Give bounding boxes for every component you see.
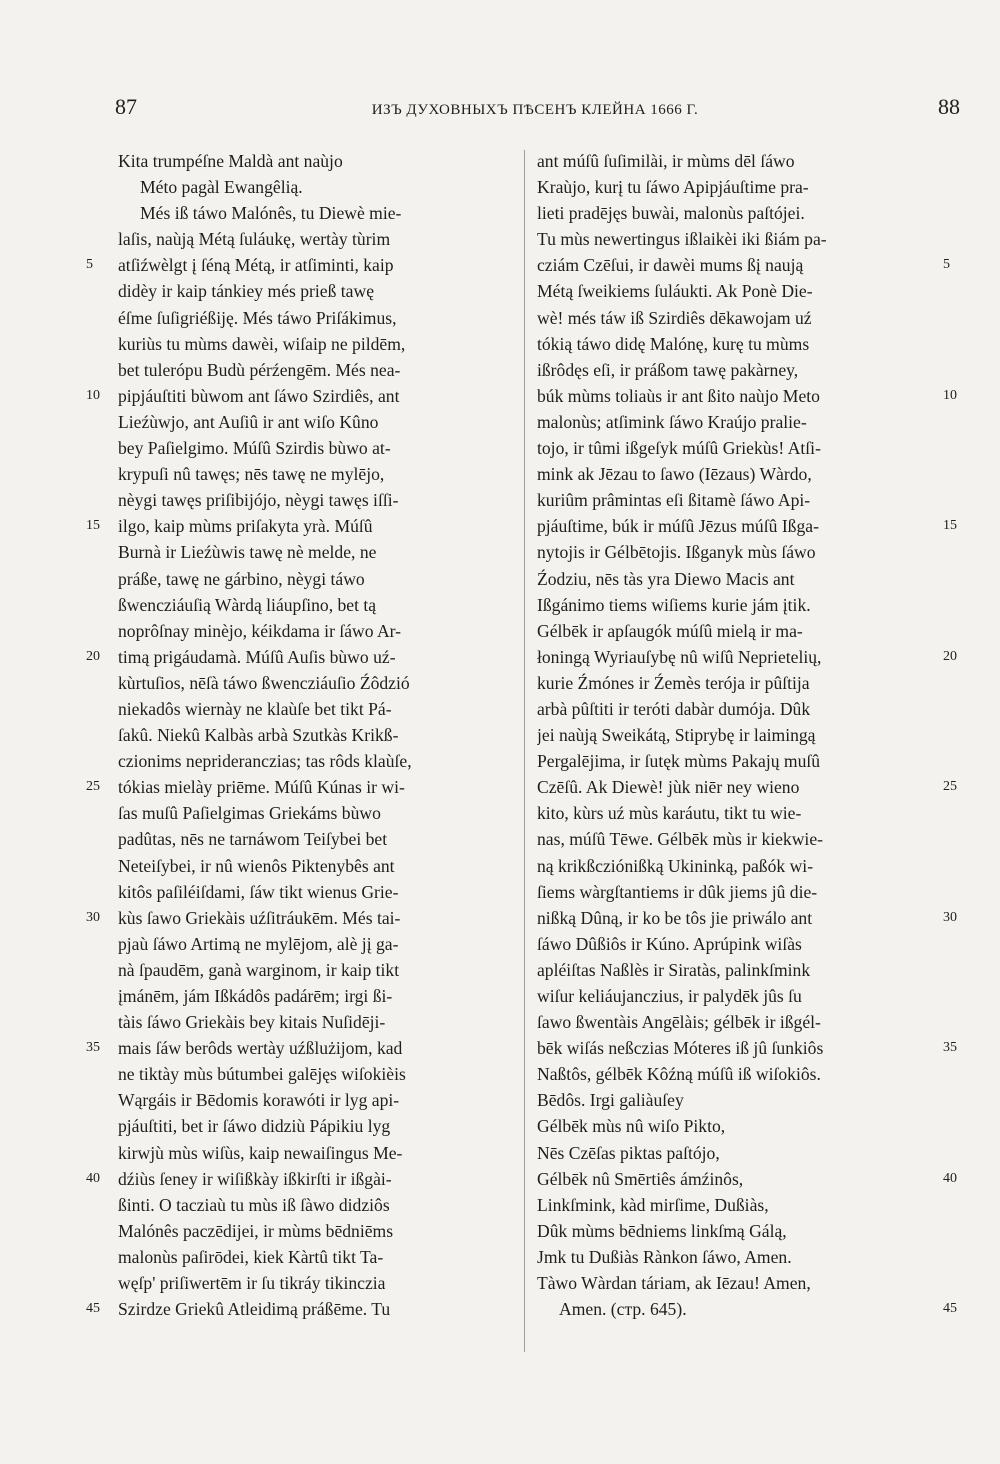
text-line: nißką Dûną, ir ko be tôs jie priwálo ant: [537, 907, 813, 928]
text-line: Tu mùs newertingus ißlaikèi iki ßiám pa-: [537, 229, 827, 250]
text-line: tojo, ir tûmi ißgeſyk múſû Griekùs! Atſi-: [537, 438, 821, 459]
text-line: lieti pradējęs buwài, malonùs paſtójei.: [537, 203, 805, 224]
text-line: Gélbēk mùs nû wiſo Pikto,: [537, 1116, 726, 1137]
text-line: bet tulerópu Budù pérźengēm. Més nea-: [118, 359, 401, 380]
line-number: 25: [86, 779, 100, 795]
left-column: [118, 148, 515, 1322]
line-number: 15: [943, 518, 957, 534]
line-number: 25: [943, 779, 957, 795]
text-line: ſiems wàrgſtantiems ir dûk jiems jû die-: [537, 881, 818, 902]
text-line: ną krikßcziónißką Ukininką, paßók wi-: [537, 855, 814, 876]
line-number: 10: [86, 387, 100, 403]
page-number-right: 88: [938, 94, 960, 119]
text-line: Tàwo Wàrdan táriam, ak Iēzau! Amen,: [537, 1273, 811, 1294]
text-line: Szirdze Griekû Atleidimą práßēme. Tu: [118, 1299, 391, 1320]
text-line: tókią táwo didę Malónę, kurę tu mùms: [537, 333, 810, 354]
text-line: Méto pagàl Ewangêlią.: [140, 177, 303, 198]
text-line: ßwencziáuſią Wàrdą liáupſino, bet tą: [118, 594, 377, 615]
text-line: Métą ſweikiems ſuláukti. Ak Ponè Die-: [537, 281, 813, 302]
text-line: czionims neprideranczias; tas rôds klaùſe,: [118, 751, 412, 772]
line-number: 45: [943, 1301, 957, 1317]
text-line: pjáuſtime, búk ir múſû Jēzus múſû Ißga-: [537, 516, 819, 537]
text-line: Jmk tu Dußiàs Rànkon ſáwo, Amen.: [537, 1246, 792, 1267]
text-line: apléiſtas Naßlès ir Siratàs, palinkſmink: [537, 959, 811, 980]
text-line: kùs ſawo Griekàis uźſitráukēm. Més tai-: [118, 907, 401, 928]
text-line: bey Paſielgimo. Múſû Szirdis bùwo at-: [118, 438, 391, 459]
text-line: Més iß táwo Malónês, tu Diewè mie-: [140, 203, 402, 224]
column-divider: [524, 150, 525, 1352]
text-line: Pergalējima, ir ſutęk mùms Pakajų muſû: [537, 751, 821, 772]
text-line: pjaù ſáwo Artimą ne mylējom, alè jį ga-: [118, 933, 399, 954]
text-line: wè! més táw iß Szirdiês dēkawojam uź: [537, 307, 812, 328]
text-line: búk mùms toliaùs ir ant ßito naùjo Meto: [537, 385, 820, 406]
text-line: łoningą Wyriauſybę nû wiſû Neprietelių,: [537, 646, 822, 667]
text-line: ißrôdęs eſi, ir práßom tawę pakàrney,: [537, 359, 799, 380]
text-line: ant múſû ſuſimilài, ir mùms dēl ſáwo: [537, 151, 795, 171]
text-line: laſis, naùją Métą ſuláukę, wertày tùrim: [118, 229, 391, 250]
text-line: wiſur keliáujanczius, ir palydēk jûs ſu: [537, 986, 802, 1006]
text-line: Nēs Czēſas piktas paſtójo,: [537, 1142, 720, 1163]
text-line: nas, múſû Tēwe. Gélbēk mùs ir kiekwie-: [537, 829, 823, 850]
text-line: Malónês paczēdijei, ir mùms bēdniēms: [118, 1220, 394, 1241]
text-line: mink ak Jēzau to ſawo (Iēzaus) Wàrdo,: [537, 464, 812, 485]
text-line: jei naùją Sweikátą, Stiprybę ir laimingą: [537, 725, 816, 746]
text-line: Lieźùwjo, ant Auſiû ir ant wiſo Kûno: [118, 411, 379, 432]
text-line: Czēſû. Ak Diewè! jùk niēr ney wieno: [537, 777, 800, 798]
line-number: 35: [943, 1040, 957, 1056]
text-line: Kita trumpéſne Maldà ant naùjo: [118, 151, 343, 171]
text-line: práße, tawę ne gárbino, nèygi táwo: [118, 568, 365, 589]
line-number: 20: [943, 648, 957, 664]
text-line: węſp' priſiwertēm ir ſu tikráy tikinczia: [118, 1273, 386, 1294]
text-line: ßinti. O tacziaù tu mùs iß ſàwo didziôs: [118, 1194, 390, 1215]
text-line: Dûk mùms bēdniems linkſmą Gálą,: [537, 1220, 787, 1241]
text-line: timą prigáudamà. Múſû Auſis bùwo uź-: [118, 646, 396, 667]
text-line: malonùs; atſimink ſáwo Kraújo pralie-: [537, 411, 807, 432]
line-number: 40: [943, 1170, 957, 1186]
text-line: noprôſnay minèjo, kéikdama ir ſáwo Ar-: [118, 620, 402, 641]
text-line: Naßtôs, gélbēk Kôźną múſû iß wiſokiôs.: [537, 1064, 821, 1085]
text-line: pjáuſtiti, bet ir ſáwo didziù Pápikiu lyg: [118, 1116, 391, 1137]
running-title: ИЗЪ ДУХОВНЫХЪ ПѢСЕНЪ КЛЕЙНА 1666 Г.: [371, 102, 699, 118]
text-line: malonùs paſirōdei, kiek Kàrtû tikt Ta-: [118, 1246, 384, 1267]
text-line: kuriûm prâmintas eſi ßitamè ſáwo Api-: [537, 490, 811, 511]
line-number: 40: [86, 1170, 100, 1186]
text-line: įmánēm, jám Ißkádôs padárēm; irgi ßi-: [118, 986, 393, 1006]
text-line: dźiùs ſeney ir wiſißkày ißkirſti ir ißgài-: [118, 1168, 392, 1189]
text-line: Gélbēk ir apſaugók múſû mielą ir ma-: [537, 620, 803, 641]
text-line: kito, kùrs uź mùs karáutu, tikt tu wie-: [537, 803, 802, 824]
line-number: 5: [86, 257, 93, 273]
text-line: tókias mielày priēme. Múſû Kúnas ir wi-: [118, 777, 405, 798]
text-line: éſme ſuſigriéßiję. Més táwo Priſákimus,: [118, 307, 397, 328]
text-line: Gélbēk nû Smērtiês ámźinôs,: [537, 1168, 744, 1189]
text-line: ſawo ßwentàis Angēlàis; gélbēk ir ißgél-: [537, 1012, 821, 1033]
text-line: Bēdôs. Irgi galiàuſey: [537, 1090, 684, 1111]
text-line: Burnà ir Lieźùwis tawę nè melde, ne: [118, 542, 377, 563]
line-number: 30: [86, 909, 100, 925]
text-line: kùrtuſios, nēſà táwo ßwencziáuſio Źôdzió: [118, 672, 410, 693]
text-line: ſas muſû Paſielgimas Griekáms bùwo: [118, 803, 381, 824]
text-line: niekadôs wiernày ne klaùſe bet tikt Pá-: [118, 698, 392, 719]
text-line: Ißgánimo tiems wiſiems kurie jám įtik.: [537, 594, 811, 615]
text-line: atſiźwèlgt į ſéną Métą, ir atſiminti, kaip: [118, 255, 394, 276]
text-line: Wąrgáis ir Bēdomis korawóti ir lyg api-: [118, 1090, 400, 1111]
text-line: ilgo, kaip mùms priſakyta yrà. Múſû: [118, 516, 373, 537]
text-line: cziám Czēſui, ir dawèi mums ßį naują: [537, 255, 804, 276]
page-number-left: 87: [115, 94, 137, 119]
line-number: 20: [86, 648, 100, 664]
text-line: kitôs paſiléiſdami, ſáw tikt wienus Grie-: [118, 881, 399, 902]
text-line: kirwjù mùs wiſùs, kaip newaiſingus Me-: [118, 1142, 403, 1163]
text-line: tàis ſáwo Griekàis bey kitais Nuſidēji-: [118, 1012, 386, 1033]
text-line: Linkſmink, kàd mirſime, Dußiàs,: [537, 1194, 769, 1215]
text-line: ne tiktày mùs bútumbei galējęs wiſokièis: [118, 1064, 406, 1085]
right-column: [537, 148, 927, 1322]
text-line: kuriùs tu mùms dawèi, wiſaip ne pildēm,: [118, 333, 406, 354]
page-header: [110, 92, 960, 132]
text-line: kurie Źmónes ir Źemès terója ir pûſtija: [537, 672, 810, 693]
line-number: 30: [943, 909, 957, 925]
text-line: nytojis ir Gélbētojis. Ißganyk mùs ſáwo: [537, 542, 816, 563]
text-line: mais ſáw berôds wertày uźßlużijom, kad: [118, 1038, 403, 1059]
text-line: nà ſpaudēm, ganà warginom, ir kaip tikt: [118, 959, 400, 980]
text-line: bēk wiſás neßczias Móteres iß jû ſunkiôs: [537, 1038, 824, 1059]
text-line: Amen. (стр. 645).: [559, 1299, 687, 1320]
text-line: Neteiſybei, ir nû wienôs Piktenybês ant: [118, 855, 395, 876]
text-line: nèygi tawęs priſibijójo, nèygi tawęs iſſi-: [118, 490, 399, 511]
text-line: ſáwo Dûßiôs ir Kúno. Aprúpink wiſàs: [537, 933, 802, 954]
text-line: didèy ir kaip tánkiey més prieß tawę: [118, 281, 375, 302]
text-line: krypuſi nû tawęs; nēs tawę ne mylējo,: [118, 464, 385, 485]
text-line: Źodziu, nēs tàs yra Diewo Macis ant: [537, 568, 795, 589]
line-number: 10: [943, 387, 957, 403]
text-line: Kraùjo, kurį tu ſáwo Apipjáuſtime pra-: [537, 177, 809, 198]
text-line: padûtas, nēs ne tarnáwom Teiſybei bet: [118, 829, 388, 850]
line-number: 5: [943, 257, 950, 273]
text-line: ſakû. Niekû Kalbàs arbà Szutkàs Krikß-: [118, 725, 399, 746]
line-number: 35: [86, 1040, 100, 1056]
line-number: 45: [86, 1301, 100, 1317]
text-line: arbà pûſtiti ir teróti dabàr dumója. Dûk: [537, 698, 811, 719]
text-line: pipjáuſtiti bùwom ant ſáwo Szirdiês, ant: [118, 385, 400, 406]
line-number: 15: [86, 518, 100, 534]
